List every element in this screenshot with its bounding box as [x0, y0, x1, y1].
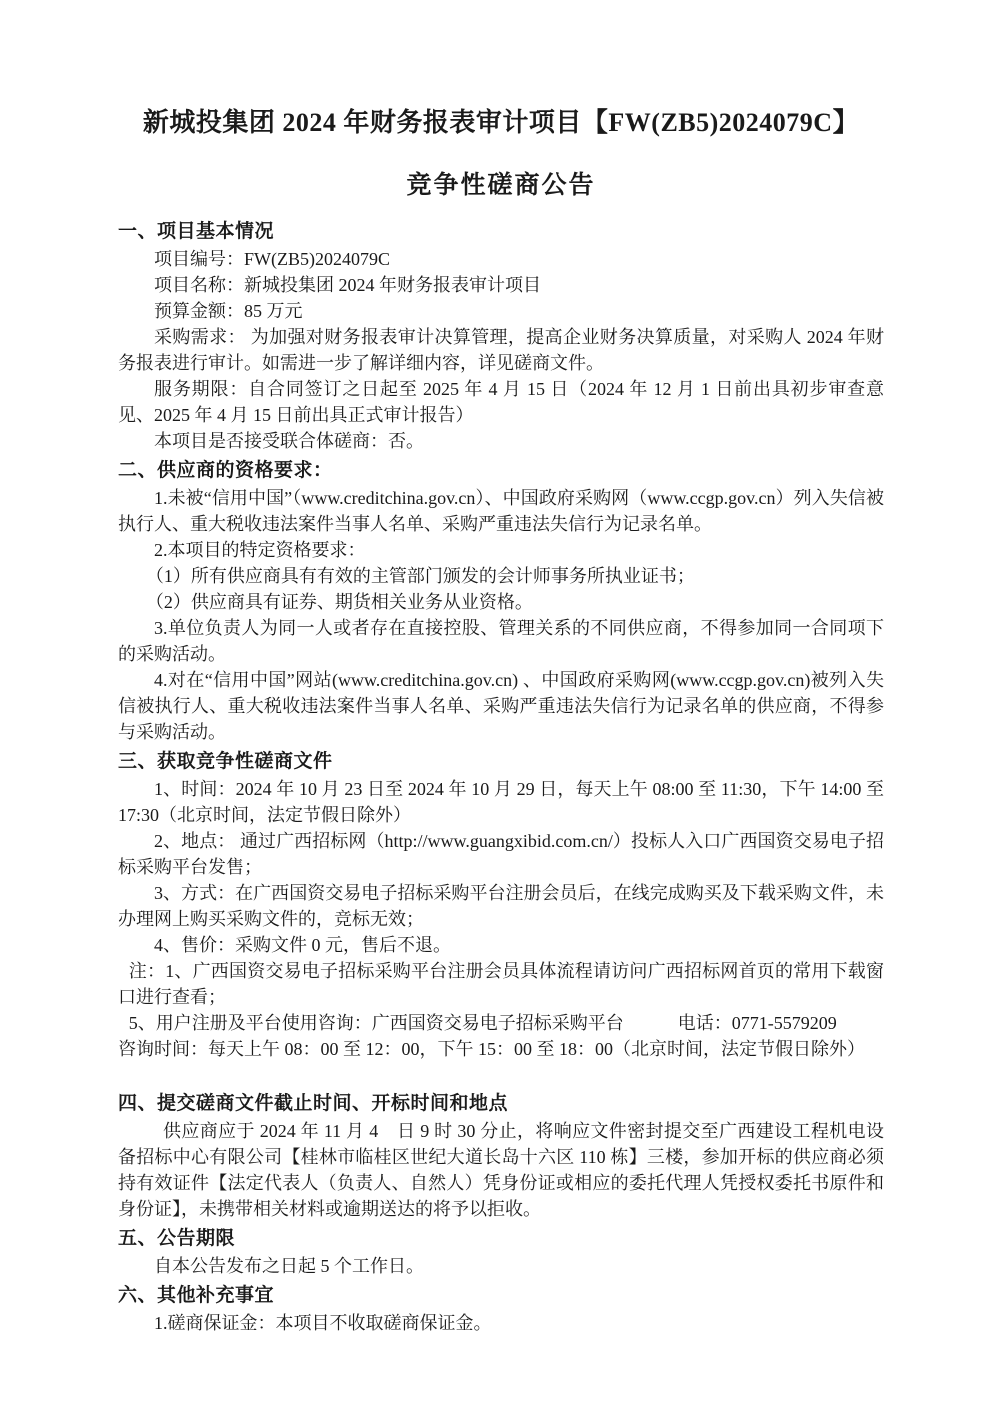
paragraph-consult-hours: 咨询时间：每天上午 08：00 至 12：00，下午 15：00 至 18：00（北京时间，法定节假日除外） [118, 1039, 865, 1059]
paragraph-qualification-2: 2.本项目的特定资格要求： [154, 540, 366, 560]
paragraph-obtain-price: 4、售价：采购文件 0 元，售后不退。 [154, 935, 451, 955]
page-title: 新城投集团 2024 年财务报表审计项目【FW(ZB5)2024079C】 [142, 108, 860, 137]
section-supplier-qualifications [118, 457, 884, 745]
section-heading: 一、项目基本情况 [118, 220, 275, 242]
paragraph-obtain-method: 3、方式：在广西国资交易电子招标采购平台注册会员后，在线完成购买及下载采购文件，未办理网上购买采购文件的，竞标无效； [118, 883, 884, 929]
paragraph-registration-consult: 5、用户注册及平台使用咨询：广西国资交易电子招标采购平台 电话：0771-5579209 [128, 1013, 837, 1033]
paragraph-deposit: 1.磋商保证金：本项目不收取磋商保证金。 [154, 1313, 492, 1333]
paragraph-qualification-3: 3.单位负责人为同一人或者存在直接控股、管理关系的不同供应商，不得参加同一合同项下的采购活动。 [118, 618, 884, 664]
paragraph-service-period: 服务期限：自合同签订之日起至 2025 年 4 月 15 日（2024 年 12 月 1 日前出具初步审查意见、2025 年 4 月 15 日前出具正式审计报告） [118, 379, 884, 425]
paragraph-procurement-demand: 采购需求： 为加强对财务报表审计决算管理，提高企业财务决算质量，对采购人 2024 年财务报表进行审计。如需进一步了解详细内容，详见磋商文件。 [118, 327, 884, 373]
paragraph-project-number: 项目编号：FW(ZB5)2024079C [154, 249, 390, 269]
page-subtitle: 竞争性磋商公告 [406, 172, 596, 199]
paragraph-consortium: 本项目是否接受联合体磋商：否。 [154, 431, 424, 451]
section-heading: 三、获取竞争性磋商文件 [118, 750, 333, 772]
section-announcement-period [118, 1225, 884, 1279]
section-heading: 六、其他补充事宜 [118, 1284, 275, 1306]
section-heading: 四、提交磋商文件截止时间、开标时间和地点 [118, 1092, 509, 1114]
paragraph-qualification-4: 4.对在“信用中国”网站(www.creditchina.gov.cn) 、中国政府采购网(www.ccgp.gov.cn)被列入失信被执行人、重大税收违法案件当事人名单、采购严重违法失信行为记录名单的供应商，不得参与采购活动。 [118, 670, 884, 742]
paragraph-announcement-period: 自本公告发布之日起 5 个工作日。 [154, 1256, 424, 1276]
section-obtain-documents [118, 748, 884, 1062]
section-project-basic-info [118, 218, 884, 454]
paragraph-note: 注：1、广西国资交易电子招标采购平台注册会员具体流程请访问广西招标网首页的常用下载窗口进行查看； [118, 961, 884, 1007]
paragraph-project-name: 项目名称：新城投集团 2024 年财务报表审计项目 [154, 275, 541, 295]
paragraph-budget-amount: 预算金额：85 万元 [154, 301, 303, 321]
paragraph-obtain-location: 2、地点： 通过广西招标网（http://www.guangxibid.com.cn/）投标人入口广西国资交易电子招标采购平台发售； [118, 831, 884, 877]
paragraph-qualification-1: 1.未被“信用中国”（www.creditchina.gov.cn）、中国政府采购网（www.ccgp.gov.cn）列入失信被执行人、重大税收违法案件当事人名单、采购严重违法失信行为记录名单。 [118, 488, 884, 534]
section-other-matters [118, 1282, 884, 1336]
paragraph-qualification-2-1: （1）所有供应商具有有效的主管部门颁发的会计师事务所执业证书； [145, 566, 695, 586]
paragraph-obtain-time: 1、时间：2024 年 10 月 23 日至 2024 年 10 月 29 日，每天上午 08:00 至 11:30，下午 14:00 至 17:30（北京时间，法定节假日除外） [118, 779, 884, 825]
section-heading: 二、供应商的资格要求： [118, 459, 333, 481]
paragraph-qualification-2-2: （2）供应商具有证券、期货相关业务从业资格。 [145, 592, 533, 612]
section-submission-deadline [118, 1090, 884, 1222]
section-heading: 五、公告期限 [118, 1227, 236, 1249]
paragraph-submission-details: 供应商应于 2024 年 11 月 4 日 9 时 30 分止，将响应文件密封提交至广西建设工程机电设备招标中心有限公司【桂林市临桂区世纪大道长岛十六区 110 栋】三楼，参加开标的供应商必须持有效证件【法定代表人（负责人、自然人）凭身份证或相应的委托代理人凭授权委托书原件和身份证】，未携带相关材料或逾期送达的将予以拒收。 [118, 1121, 884, 1219]
